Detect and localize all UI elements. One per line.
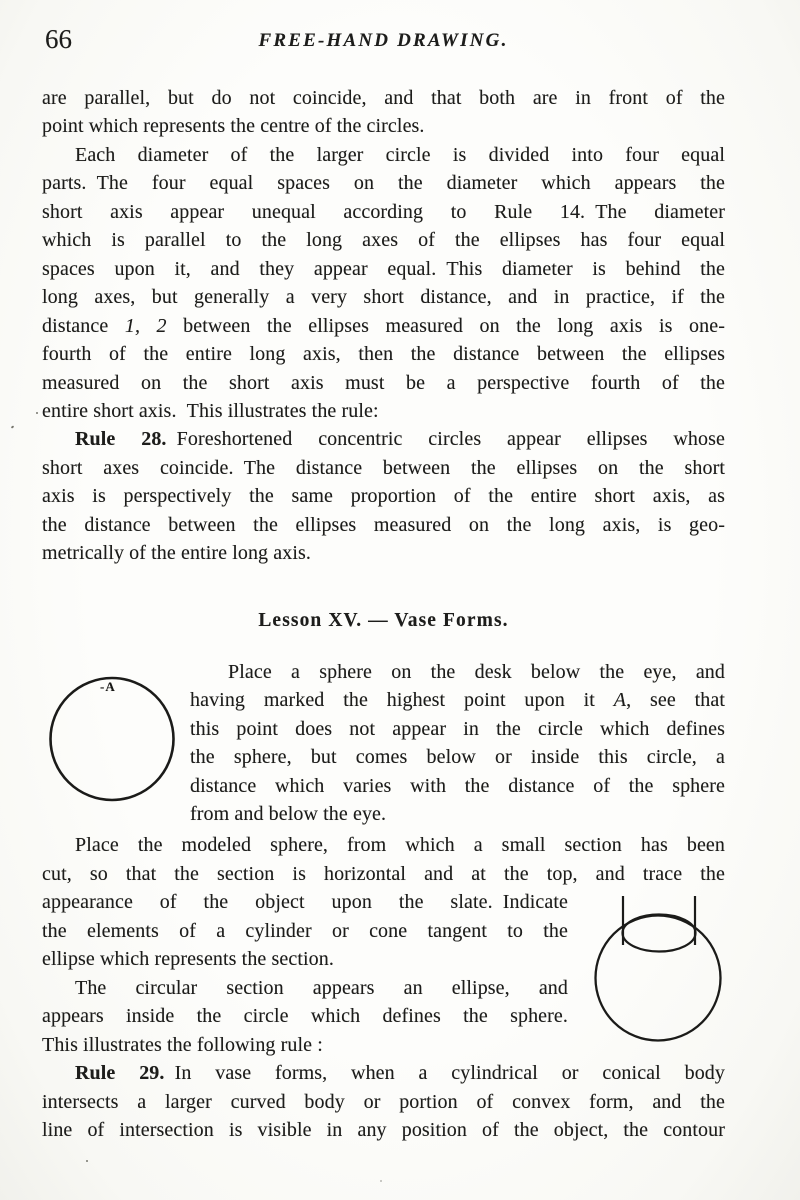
text-line: entire short axis. This illustrates the rule: <box>42 399 379 422</box>
scan-speck <box>11 425 15 428</box>
text-line: line of intersection is visible in any position of the object, the contour <box>42 1118 725 1141</box>
text-line: point which represents the centre of the circles. <box>42 115 425 138</box>
text-line: appears inside the circle which defines the sphere. <box>42 1005 568 1028</box>
text-line: The circular section appears an ellipse, and <box>75 976 568 999</box>
rule-28-label: Rule 28. <box>75 428 167 451</box>
vase-drawing <box>586 889 734 1047</box>
text-line: ellipse which represents the section. <box>42 948 334 971</box>
sphere-circle-figure <box>44 672 184 808</box>
text-line <box>42 425 725 453</box>
text-line <box>190 686 725 714</box>
rule-29-label: Rule 29. <box>75 1062 165 1085</box>
text-segment: between the ellipses measured on the long axis is one- <box>166 314 725 337</box>
text-line <box>42 1059 725 1087</box>
text-segment: , see that <box>626 689 726 712</box>
text-line: This illustrates the following rule : <box>42 1033 323 1056</box>
text-line: metrically of the entire long axis. <box>42 542 311 565</box>
text-line: short axes coincide. The distance between the ellipses on the short <box>42 456 725 479</box>
text-line: spaces upon it, and they appear equal. This diameter is behind the <box>42 257 725 280</box>
point-a-label: -A <box>100 679 116 694</box>
text-line: cut, so that the section is horizontal and at the top, and trace the <box>42 862 725 885</box>
text-line <box>42 312 725 340</box>
running-title: FREE-HAND DRAWING. <box>258 30 509 51</box>
text-line: the distance between the ellipses measured on the long axis, is geo- <box>42 513 725 536</box>
text-line: Place the modeled sphere, from which a small section has been <box>75 834 725 857</box>
text-line: appearance of the object upon the slate. Indicate <box>42 891 568 914</box>
scan-speck <box>380 1180 382 1182</box>
text-line: this point does not appear in the circle which defines <box>190 717 725 740</box>
scan-speck <box>86 1160 88 1162</box>
text-segment: Foreshortened concentric circles appear ellipses whose <box>166 428 725 451</box>
text-line: short axis appear unequal according to Rule 14. The diameter <box>42 200 725 223</box>
paragraph <box>42 84 725 141</box>
paragraph <box>42 1059 725 1144</box>
text-segment: having marked the highest point upon it <box>190 689 614 712</box>
text-line: which is parallel to the long axes of the ellipses has four equal <box>42 229 725 252</box>
text-line: intersects a larger curved body or portion of convex form, and the <box>42 1090 725 1113</box>
text-segment: In vase forms, when a cylindrical or conical body <box>164 1062 725 1085</box>
text-line: the elements of a cylinder or cone tangent to the <box>42 919 568 942</box>
text-line: are parallel, but do not coincide, and that both are in front of the <box>42 87 725 109</box>
text-line: distance which varies with the distance of the sphere <box>190 774 725 797</box>
text-line: fourth of the entire long axis, then the distance between the ellipses <box>42 343 725 366</box>
text-segment: distance <box>42 314 125 337</box>
text-line: Each diameter of the larger circle is divided into four equal <box>75 143 725 166</box>
text-line: the sphere, but comes below or inside this circle, a <box>190 746 725 769</box>
paragraph <box>42 425 725 567</box>
vase-form-figure <box>586 889 734 1047</box>
text-line: Place a sphere on the desk below the eye, and <box>228 660 725 683</box>
text-line: from and below the eye. <box>190 802 387 825</box>
text-line: long axes, but generally a very short distance, and in practice, if the <box>42 286 725 309</box>
text-line: axis is perspectively the same proportion of the entire short axis, as <box>42 485 725 508</box>
text-line: parts. The four equal spaces on the diameter which appears the <box>42 172 725 195</box>
lesson-heading: Lesson XV. — Vase Forms. <box>258 609 509 631</box>
page-number: 66 <box>45 24 72 54</box>
paragraph <box>42 141 725 426</box>
figure-reference-italic: 1, 2 <box>124 314 167 337</box>
scan-speck <box>36 412 38 414</box>
text-line: measured on the short axis must be a perspective fourth of the <box>42 371 725 394</box>
point-a-italic: A <box>613 689 627 712</box>
